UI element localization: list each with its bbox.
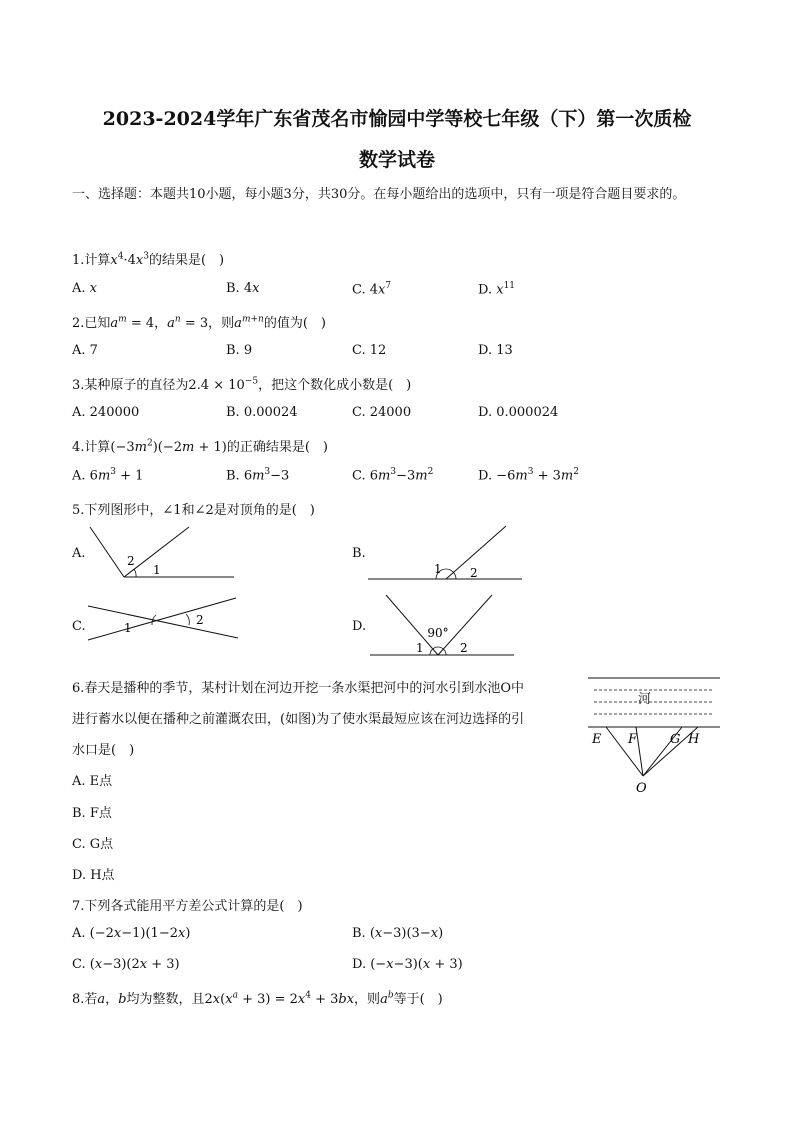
svg-text:1: 1 xyxy=(434,562,442,576)
q3-option-a[interactable]: A. 240000 xyxy=(72,405,140,420)
q4-option-a[interactable]: A. $6m^3 + 1$ xyxy=(72,467,144,484)
svg-text:O: O xyxy=(636,781,647,796)
q2-option-a[interactable]: A. 7 xyxy=(72,343,98,358)
paper-title-line2: 数学试卷 xyxy=(358,149,435,171)
q3-option-d[interactable]: D. 0.000024 xyxy=(478,405,559,420)
svg-text:90°: 90° xyxy=(427,626,449,640)
q7-option-d[interactable]: D. (−x−3)(x + 3) xyxy=(352,957,463,972)
q4-option-c[interactable]: C. $6m^3-3m^2$ xyxy=(352,467,434,484)
q7-option-b[interactable]: B. (x−3)(3−x) xyxy=(352,926,444,941)
q3-option-b[interactable]: B. 0.00024 xyxy=(226,405,298,420)
svg-text:2: 2 xyxy=(470,566,478,580)
q5-figure-a xyxy=(84,522,244,584)
svg-text:2: 2 xyxy=(460,641,468,655)
paper-title-line1: 2023-2024学年广东省茂名市愉园中学等校七年级（下）第一次质检 xyxy=(102,108,692,130)
q5-figure-b xyxy=(366,522,526,584)
q1-option-c[interactable]: C. $4x^7$ xyxy=(352,281,392,298)
angle-label-2: 2 xyxy=(127,554,135,568)
q5-option-d[interactable]: D. xyxy=(352,619,367,634)
q2-option-c[interactable]: C. 12 xyxy=(352,343,387,358)
question-5: 5.下列图形中，∠1和∠2是对顶角的是( ) xyxy=(72,503,315,518)
river-label: 河 xyxy=(638,692,652,707)
question-1: 1.计算$x^4\cdot 4x^3$的结果是( ) xyxy=(72,251,225,268)
question-6-line3: 水口是( ) xyxy=(72,743,135,758)
svg-text:G: G xyxy=(670,732,681,747)
question-6-line2: 进行蓄水以便在播种之前灌溉农田，(如图)为了使水渠最短应该在河边选择的引 xyxy=(72,712,525,727)
question-3: 3.某种原子的直径为$2.4 \times 10^{-5}$，把这个数化成小数是( ) xyxy=(72,376,412,393)
q6-river-figure xyxy=(586,672,724,798)
q6-option-c[interactable]: C. G点 xyxy=(72,837,114,852)
svg-text:1: 1 xyxy=(416,641,424,655)
q6-option-b[interactable]: B. F点 xyxy=(72,806,112,821)
svg-text:1: 1 xyxy=(124,621,132,635)
q6-option-d[interactable]: D. H点 xyxy=(72,868,115,883)
question-6-line1: 6.春天是播种的季节，某村计划在河边开挖一条水渠把河中的河水引到水池O中 xyxy=(72,681,525,696)
q6-option-a[interactable]: A. E点 xyxy=(72,774,113,789)
question-7: 7.下列各式能用平方差公式计算的是( ) xyxy=(72,899,303,914)
q1-option-b[interactable]: B. 4x xyxy=(226,281,260,296)
section-header: 一、选择题：本题共10小题，每小题3分，共30分。在每小题给出的选项中，只有一项是符合题目要求的。 xyxy=(72,187,686,202)
q7-option-a[interactable]: A. (−2x−1)(1−2x) xyxy=(72,926,191,941)
q1-option-a[interactable]: A. x xyxy=(72,281,98,296)
q5-option-c[interactable]: C. xyxy=(72,619,86,634)
q3-option-c[interactable]: C. 24000 xyxy=(352,405,412,420)
svg-text:H: H xyxy=(688,732,700,747)
angle-label-1: 1 xyxy=(153,563,161,577)
question-4: 4.计算$(-3m^2)(-2m + 1)$的正确结果是( ) xyxy=(72,438,329,455)
q5-figure-c xyxy=(86,594,242,644)
q5-figure-d xyxy=(368,590,518,658)
q1-option-d[interactable]: D. $x^{11}$ xyxy=(478,281,516,298)
q4-option-d[interactable]: D. $-6m^3 + 3m^2$ xyxy=(478,467,579,484)
svg-text:2: 2 xyxy=(196,613,204,627)
q5-option-a[interactable]: A. xyxy=(72,546,86,561)
q4-option-b[interactable]: B. $6m^3-3$ xyxy=(226,467,290,484)
question-8: 8.若a，b均为整数，且$2x(x^a + 3) = 2x^4 + 3bx$，则$a^b$等于( ) xyxy=(72,990,443,1007)
svg-text:E: E xyxy=(592,732,602,747)
q2-option-b[interactable]: B. 9 xyxy=(226,343,253,358)
svg-text:F: F xyxy=(628,732,638,747)
question-2: 2.已知$a^m = 4$，$a^n = 3$，则$a^{m+n}$的值为( ) xyxy=(72,314,326,331)
q5-option-b[interactable]: B. xyxy=(352,546,366,561)
q7-option-c[interactable]: C. (x−3)(2x + 3) xyxy=(72,957,180,972)
q2-option-d[interactable]: D. 13 xyxy=(478,343,513,358)
